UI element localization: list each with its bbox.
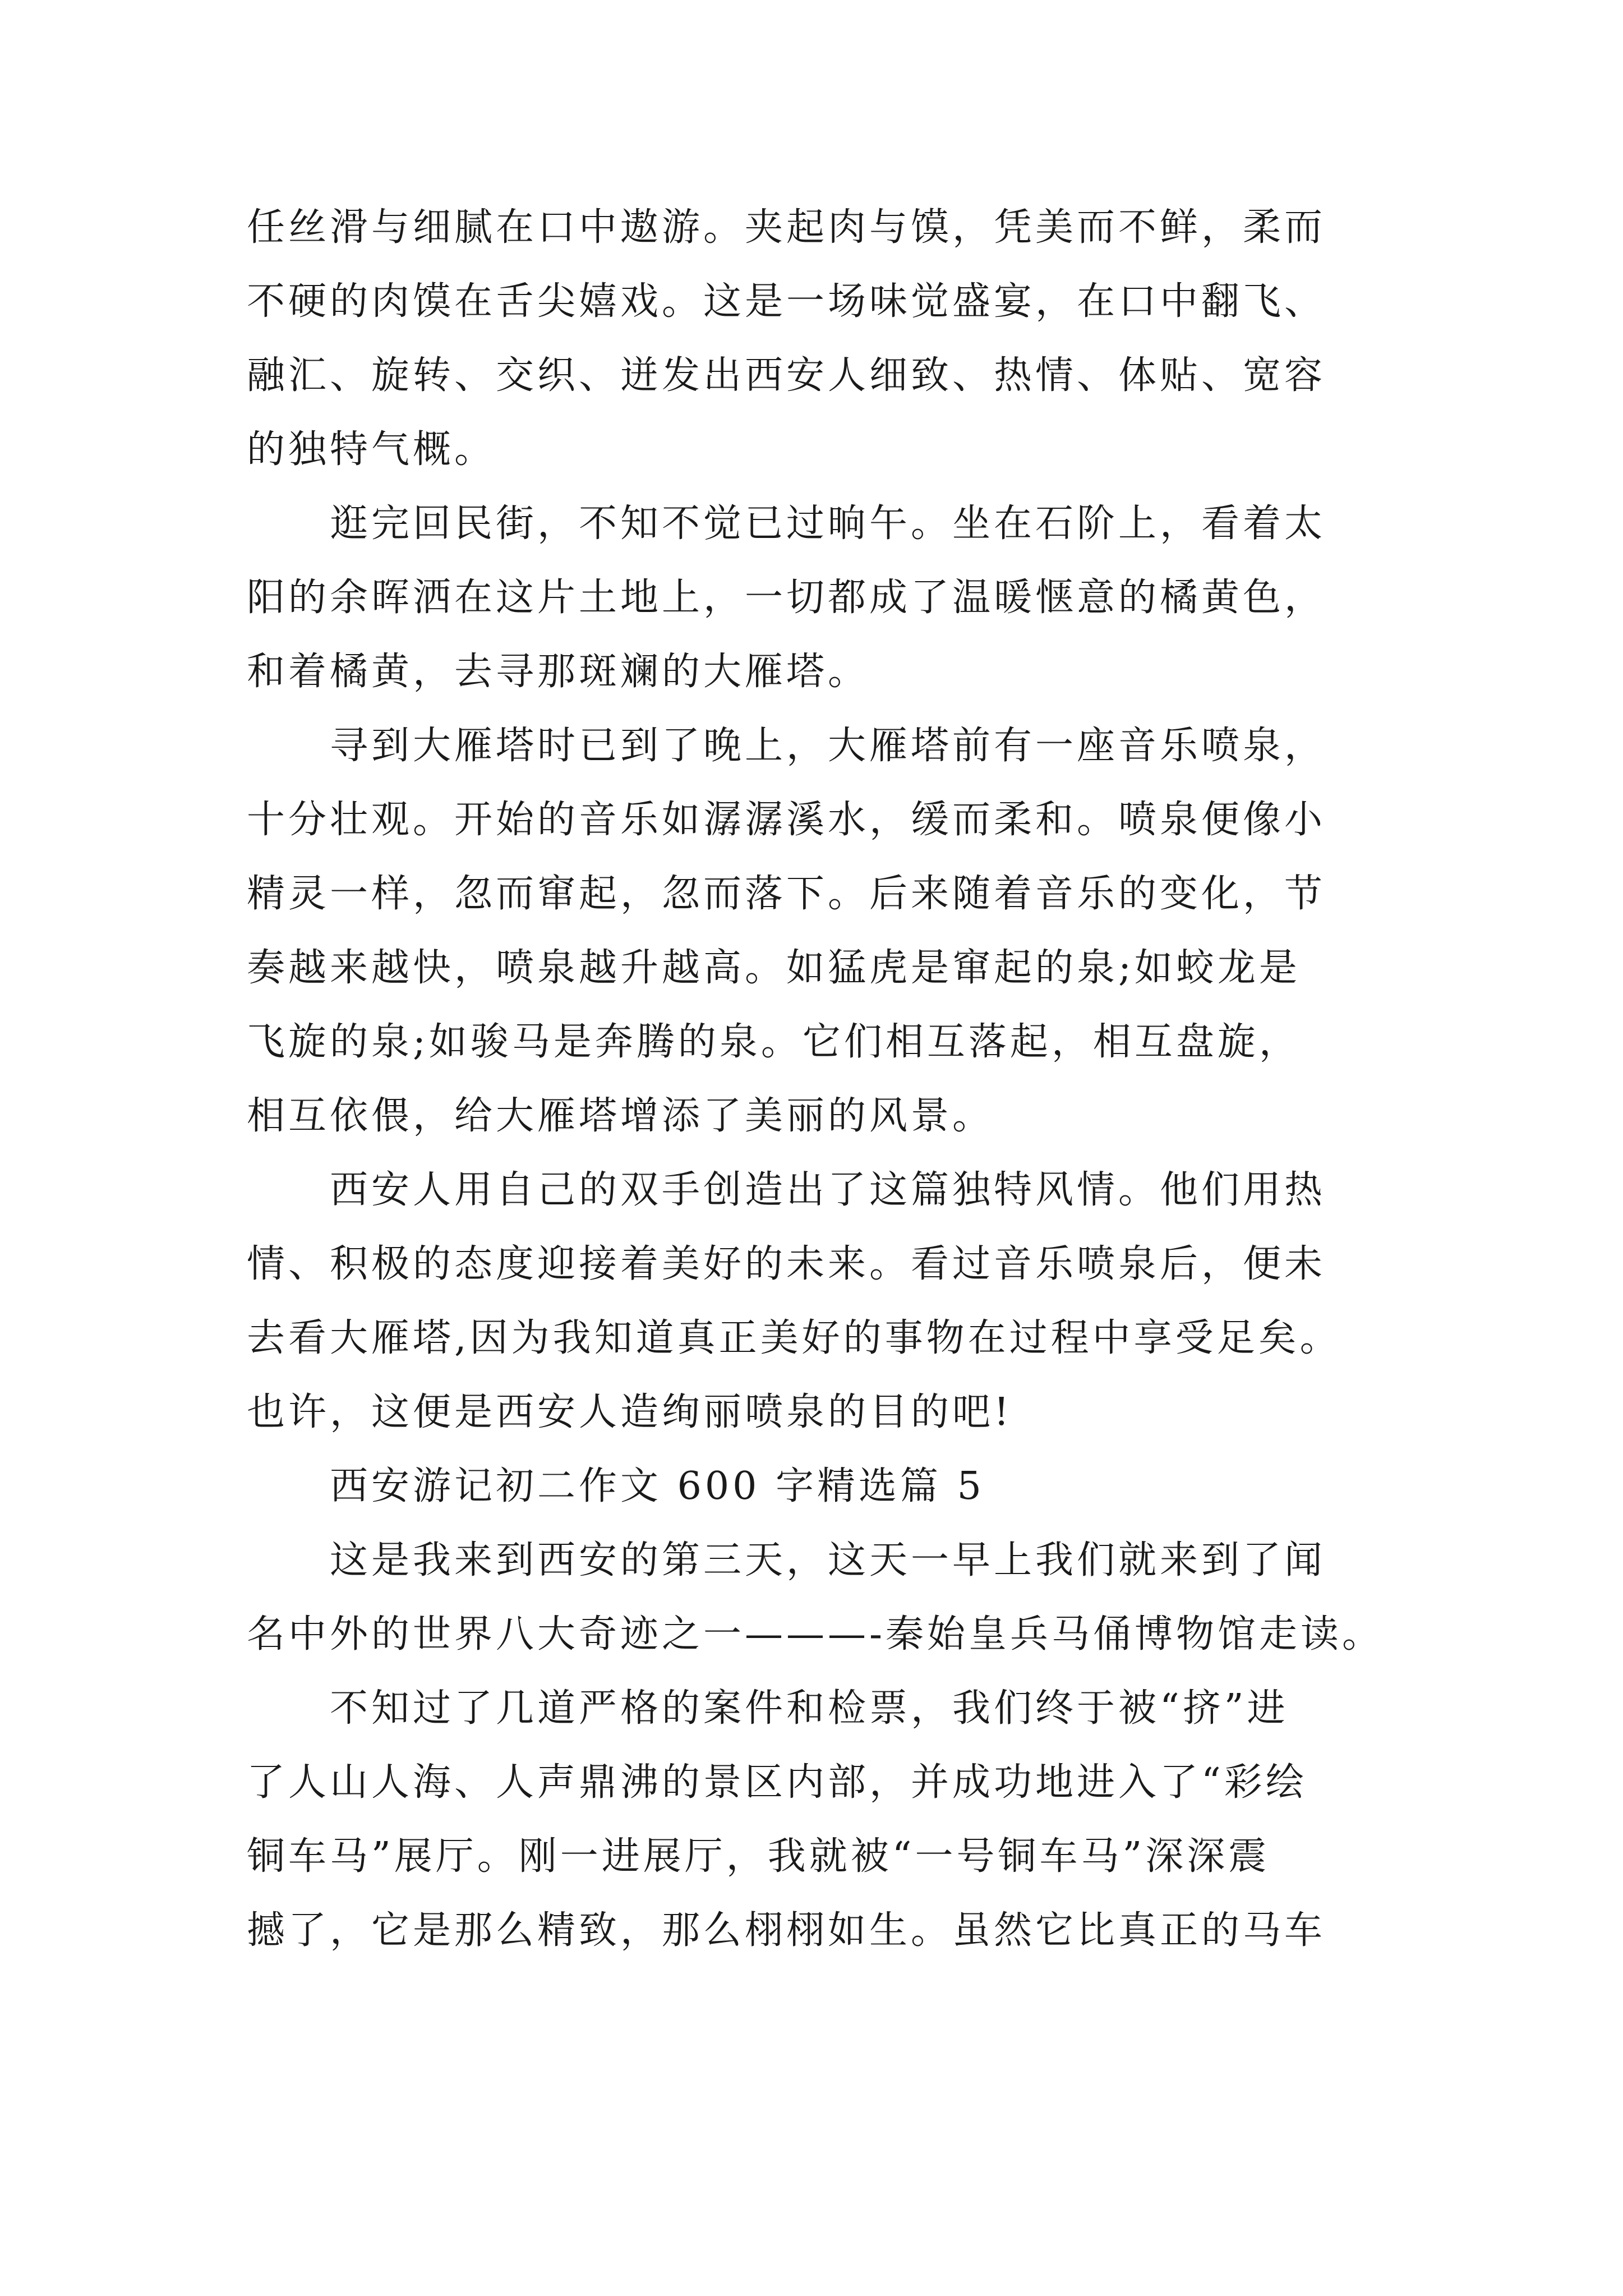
- text-line: 相互依偎，给大雁塔增添了美丽的风景。: [247, 1094, 994, 1138]
- text-line: 逛完回民街，不知不觉已过晌午。坐在石阶上，看着太: [247, 501, 1326, 546]
- document-body: [247, 191, 1385, 1968]
- text-line: 和着橘黄，去寻那斑斓的大雁塔。: [247, 650, 870, 694]
- text-line: 撼了，它是那么精致，那么栩栩如生。虽然它比真正的马车: [247, 1908, 1326, 1953]
- text-line: 阳的余晖洒在这片土地上，一切都成了温暖惬意的橘黄色，: [247, 576, 1326, 620]
- text-line: 飞旋的泉;如骏马是奔腾的泉。它们相互落起，相互盘旋，: [247, 1020, 1301, 1064]
- text-line: 这是我来到西安的第三天，这天一早上我们就来到了闻: [247, 1538, 1326, 1582]
- text-line: 不知过了几道严格的案件和检票，我们终于被“挤”进: [247, 1686, 1289, 1731]
- text-line: 名中外的世界八大奇迹之一———-秦始皇兵马俑博物馆走读。: [247, 1612, 1384, 1657]
- text-line: 十分壮观。开始的音乐如潺潺溪水，缓而柔和。喷泉便像小: [247, 798, 1326, 842]
- text-line: 的独特气概。: [247, 427, 496, 472]
- text-line: 情、积极的态度迎接着美好的未来。看过音乐喷泉后，便未: [247, 1242, 1326, 1286]
- text-line: 了人山人海、人声鼎沸的景区内部，并成功地进入了“彩绘: [247, 1760, 1307, 1805]
- text-line: 奏越来越快，喷泉越升越高。如猛虎是窜起的泉;如蛟龙是: [247, 946, 1301, 990]
- text-line: 融汇、旋转、交织、迸发出西安人细致、热情、体贴、宽容: [247, 353, 1326, 398]
- section-heading: 西安游记初二作文 600 字精选篇 5: [247, 1464, 985, 1508]
- text-line: 任丝滑与细腻在口中遨游。夹起肉与馍，凭美而不鲜，柔而: [247, 205, 1326, 250]
- text-line: 精灵一样，忽而窜起，忽而落下。后来随着音乐的变化，节: [247, 872, 1326, 916]
- text-line: 铜车马”展厅。刚一进展厅，我就被“一号铜车马”深深震: [247, 1834, 1270, 1879]
- text-line: 不硬的肉馍在舌尖嬉戏。这是一场味觉盛宴，在口中翻飞、: [247, 279, 1326, 324]
- text-line: 西安人用自己的双手创造出了这篇独特风情。他们用热: [247, 1168, 1326, 1212]
- text-line: 也许，这便是西安人造绚丽喷泉的目的吧!: [247, 1390, 1013, 1434]
- text-line: 寻到大雁塔时已到了晚上，大雁塔前有一座音乐喷泉，: [247, 724, 1326, 768]
- text-line: 去看大雁塔,因为我知道真正美好的事物在过程中享受足矣。: [247, 1316, 1341, 1360]
